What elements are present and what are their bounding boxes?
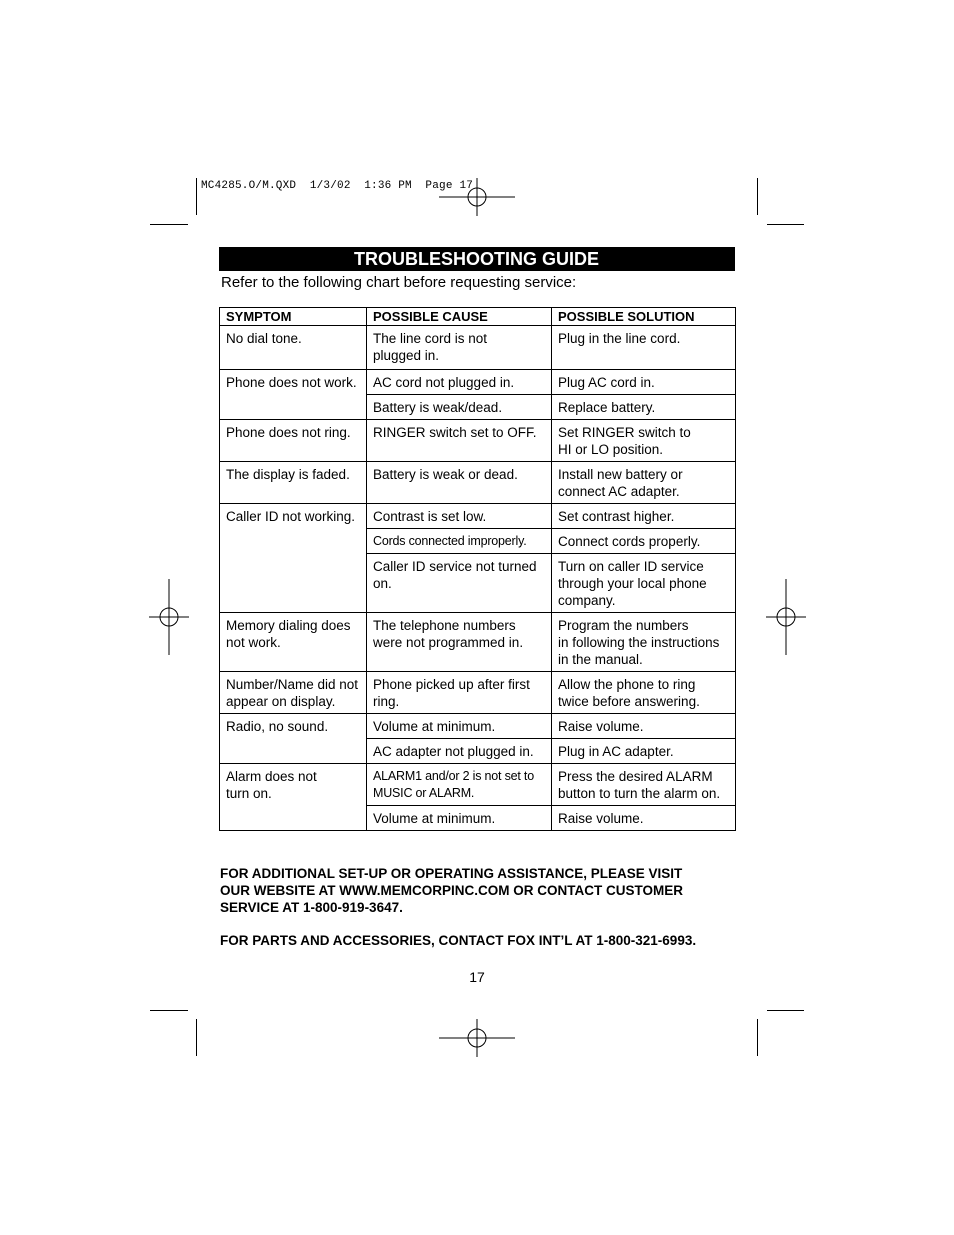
cause-cell: Contrast is set low. <box>367 504 552 529</box>
symptom-cell: The display is faded. <box>220 462 367 504</box>
solution-cell: Plug in the line cord. <box>552 326 736 370</box>
registration-mark-left-icon <box>149 579 189 655</box>
crop-mark-top-right-horizontal <box>767 224 804 225</box>
table-row <box>220 420 736 462</box>
symptom-cell: Phone does not ring. <box>220 420 367 462</box>
solution-cell: Plug AC cord in. <box>552 370 736 395</box>
table-row <box>220 326 736 370</box>
table-row <box>220 672 736 714</box>
parts-note: FOR PARTS AND ACCESSORIES, CONTACT FOX INT’L AT 1-800-321-6993. <box>220 933 697 948</box>
solution-cell: Press the desired ALARM button to turn the alarm on. <box>552 764 736 806</box>
solution-cell: Turn on caller ID service through your local phone company. <box>552 554 736 613</box>
solution-cell: Install new battery or connect AC adapter. <box>552 462 736 504</box>
header-symptom: SYMPTOM <box>220 308 367 326</box>
solution-cell: Raise volume. <box>552 714 736 739</box>
symptom-cell: Memory dialing does not work. <box>220 613 367 672</box>
cause-cell: Volume at minimum. <box>367 806 552 831</box>
crop-mark-top-left-vertical <box>196 178 197 215</box>
cause-cell: Volume at minimum. <box>367 714 552 739</box>
printer-slug-line: MC4285.O/M.QXD 1/3/02 1:36 PM Page 17 <box>201 180 474 192</box>
cause-cell: The line cord is not plugged in. <box>367 326 552 370</box>
header-possible-solution: POSSIBLE SOLUTION <box>552 308 736 326</box>
table-row <box>220 462 736 504</box>
symptom-cell: Radio, no sound. <box>220 714 367 764</box>
solution-cell: Raise volume. <box>552 806 736 831</box>
crop-mark-bottom-right-vertical <box>757 1019 758 1056</box>
crop-mark-top-left-horizontal <box>150 224 188 225</box>
cause-cell: Cords connected improperly. <box>367 529 552 554</box>
table-header-row <box>220 308 736 326</box>
cause-cell: Battery is weak/dead. <box>367 395 552 420</box>
header-possible-cause: POSSIBLE CAUSE <box>367 308 552 326</box>
cause-cell: The telephone numbers were not programmed in. <box>367 613 552 672</box>
registration-mark-top-icon <box>439 178 515 216</box>
symptom-cell: Number/Name did not appear on display. <box>220 672 367 714</box>
registration-mark-bottom-icon <box>439 1019 515 1057</box>
cause-cell: AC cord not plugged in. <box>367 370 552 395</box>
solution-cell: Set RINGER switch to HI or LO position. <box>552 420 736 462</box>
page-number: 17 <box>469 969 485 985</box>
cause-cell: Phone picked up after first ring. <box>367 672 552 714</box>
table-row <box>220 613 736 672</box>
crop-mark-bottom-right-horizontal <box>767 1010 804 1011</box>
solution-cell: Allow the phone to ring twice before answering. <box>552 672 736 714</box>
solution-cell: Program the numbers in following the instructions in the manual. <box>552 613 736 672</box>
troubleshooting-table <box>219 307 736 831</box>
solution-cell: Set contrast higher. <box>552 504 736 529</box>
symptom-cell: No dial tone. <box>220 326 367 370</box>
assistance-note: FOR ADDITIONAL SET-UP OR OPERATING ASSISTANCE, PLEASE VISIT OUR WEBSITE AT WWW.MEMCORPINC.COM OR CONTACT CUSTOMER SERVICE AT 1-800-919-3647. <box>220 866 683 915</box>
symptom-cell: Alarm does not turn on. <box>220 764 367 831</box>
cause-cell: AC adapter not plugged in. <box>367 739 552 764</box>
crop-mark-top-right-vertical <box>757 178 758 215</box>
symptom-cell: Phone does not work. <box>220 370 367 420</box>
cause-cell: Caller ID service not turned on. <box>367 554 552 613</box>
solution-cell: Replace battery. <box>552 395 736 420</box>
solution-cell: Plug in AC adapter. <box>552 739 736 764</box>
crop-mark-bottom-left-horizontal <box>150 1010 188 1011</box>
symptom-cell: Caller ID not working. <box>220 504 367 613</box>
crop-mark-bottom-left-vertical <box>196 1019 197 1056</box>
registration-mark-right-icon <box>766 579 806 655</box>
cause-cell: Battery is weak or dead. <box>367 462 552 504</box>
table-row <box>220 714 736 739</box>
table-row <box>220 764 736 806</box>
cause-cell: RINGER switch set to OFF. <box>367 420 552 462</box>
table-row <box>220 504 736 529</box>
solution-cell: Connect cords properly. <box>552 529 736 554</box>
intro-text: Refer to the following chart before requesting service: <box>221 274 577 291</box>
cause-cell: ALARM1 and/or 2 is not set to MUSIC or ALARM. <box>367 764 552 806</box>
table-row <box>220 370 736 395</box>
page-title: TROUBLESHOOTING GUIDE <box>219 247 735 271</box>
